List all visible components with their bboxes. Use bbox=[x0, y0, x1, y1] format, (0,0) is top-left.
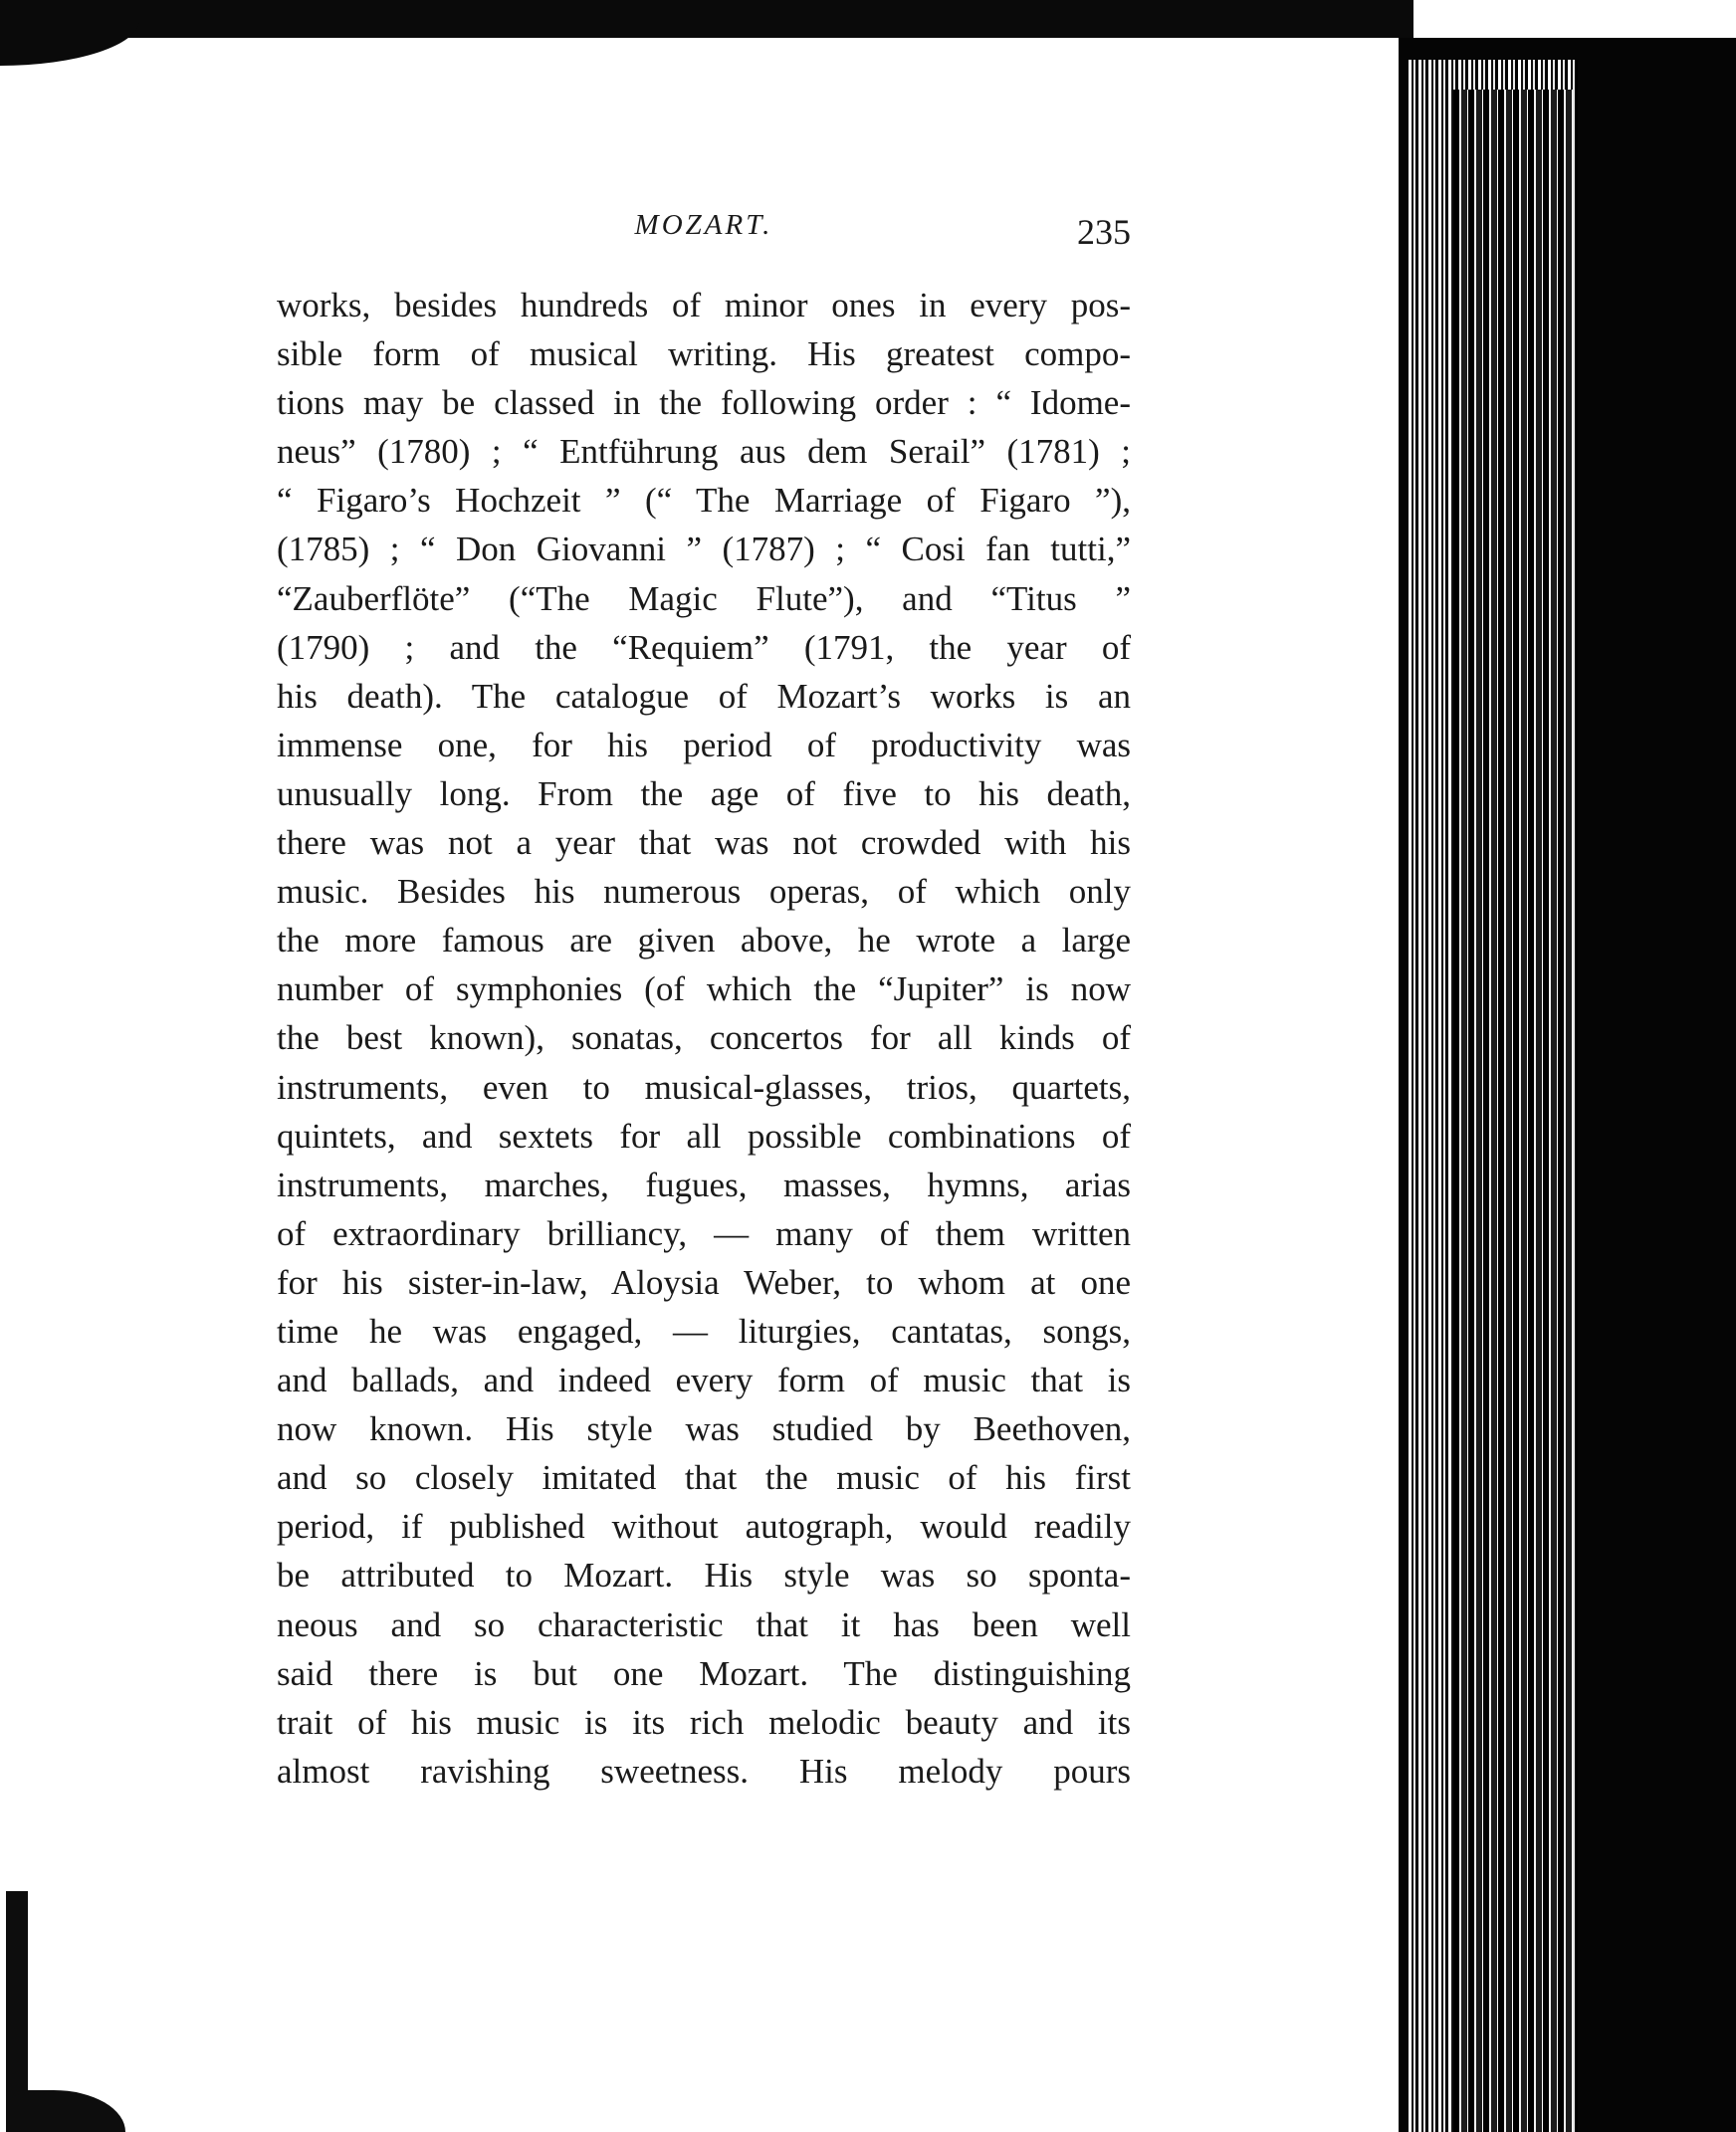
text-line: there was not a year that was not crowded with his bbox=[277, 823, 1131, 863]
text-line: his death). The catalogue of Mozart’s works is an bbox=[277, 676, 1131, 716]
text-line: works, besides hundreds of minor ones in every pos- bbox=[277, 286, 1131, 324]
scan-top-curl bbox=[0, 20, 139, 66]
text-line: almost ravishing sweetness. His melody pours bbox=[277, 1751, 1131, 1791]
text-line: now known. His style was studied by Beethoven, bbox=[277, 1409, 1131, 1449]
running-head bbox=[277, 209, 1131, 252]
text-line: “Zauberflöte” (“The Magic Flute”), and “Titus ” bbox=[277, 578, 1131, 618]
text-line: quintets, and sextets for all possible combinations of bbox=[277, 1116, 1131, 1156]
scan-top-edge bbox=[0, 0, 1413, 38]
text-line: number of symphonies (of which the “Jupiter” is now bbox=[277, 969, 1131, 1009]
body-text bbox=[277, 281, 1131, 1796]
scan-page-edges-inner bbox=[1453, 90, 1573, 2132]
running-title: MOZART. bbox=[634, 209, 773, 241]
text-line: instruments, even to musical-glasses, trios, quartets, bbox=[277, 1067, 1131, 1107]
page-number: 235 bbox=[1077, 212, 1131, 252]
text-line: instruments, marches, fugues, masses, hymns, arias bbox=[277, 1165, 1131, 1204]
text-line: for his sister-in-law, Aloysia Weber, to whom at one bbox=[277, 1262, 1131, 1302]
text-line: and ballads, and indeed every form of music that is bbox=[277, 1361, 1131, 1400]
text-line: and so closely imitated that the music of his first bbox=[277, 1458, 1131, 1498]
text-line: sible form of musical writing. His greatest compo- bbox=[277, 334, 1131, 374]
text-line: the best known), sonatas, concertos for all kinds of bbox=[277, 1018, 1131, 1058]
text-line: tions may be classed in the following order : “ Idome- bbox=[277, 383, 1131, 423]
text-line: period, if published without autograph, would readily bbox=[277, 1507, 1131, 1547]
text-line: (1785) ; “ Don Giovanni ” (1787) ; “ Cosi fan tutti,” bbox=[277, 530, 1131, 569]
text-line: immense one, for his period of productivity was bbox=[277, 725, 1131, 764]
text-line: neus” (1780) ; “ Entführung aus dem Serail” (1781) ; bbox=[277, 432, 1131, 472]
text-line: (1790) ; and the “Requiem” (1791, the year of bbox=[277, 627, 1131, 667]
text-line: trait of his music is its rich melodic beauty and its bbox=[277, 1702, 1131, 1742]
text-line: neous and so characteristic that it has been well bbox=[277, 1604, 1131, 1644]
text-line: said there is but one Mozart. The distinguishing bbox=[277, 1653, 1131, 1693]
text-line: of extraordinary brilliancy, — many of them written bbox=[277, 1213, 1131, 1253]
text-line: unusually long. From the age of five to his death, bbox=[277, 773, 1131, 813]
text-line: the more famous are given above, he wrote a large bbox=[277, 921, 1131, 960]
text-line: “ Figaro’s Hochzeit ” (“ The Marriage of Figaro ”), bbox=[277, 481, 1131, 521]
text-line: time he was engaged, — liturgies, cantatas, songs, bbox=[277, 1311, 1131, 1351]
scan-bottom-mark-foot bbox=[6, 2090, 125, 2132]
text-line: be attributed to Mozart. His style was so sponta- bbox=[277, 1556, 1131, 1596]
text-line: music. Besides his numerous operas, of which only bbox=[277, 872, 1131, 912]
